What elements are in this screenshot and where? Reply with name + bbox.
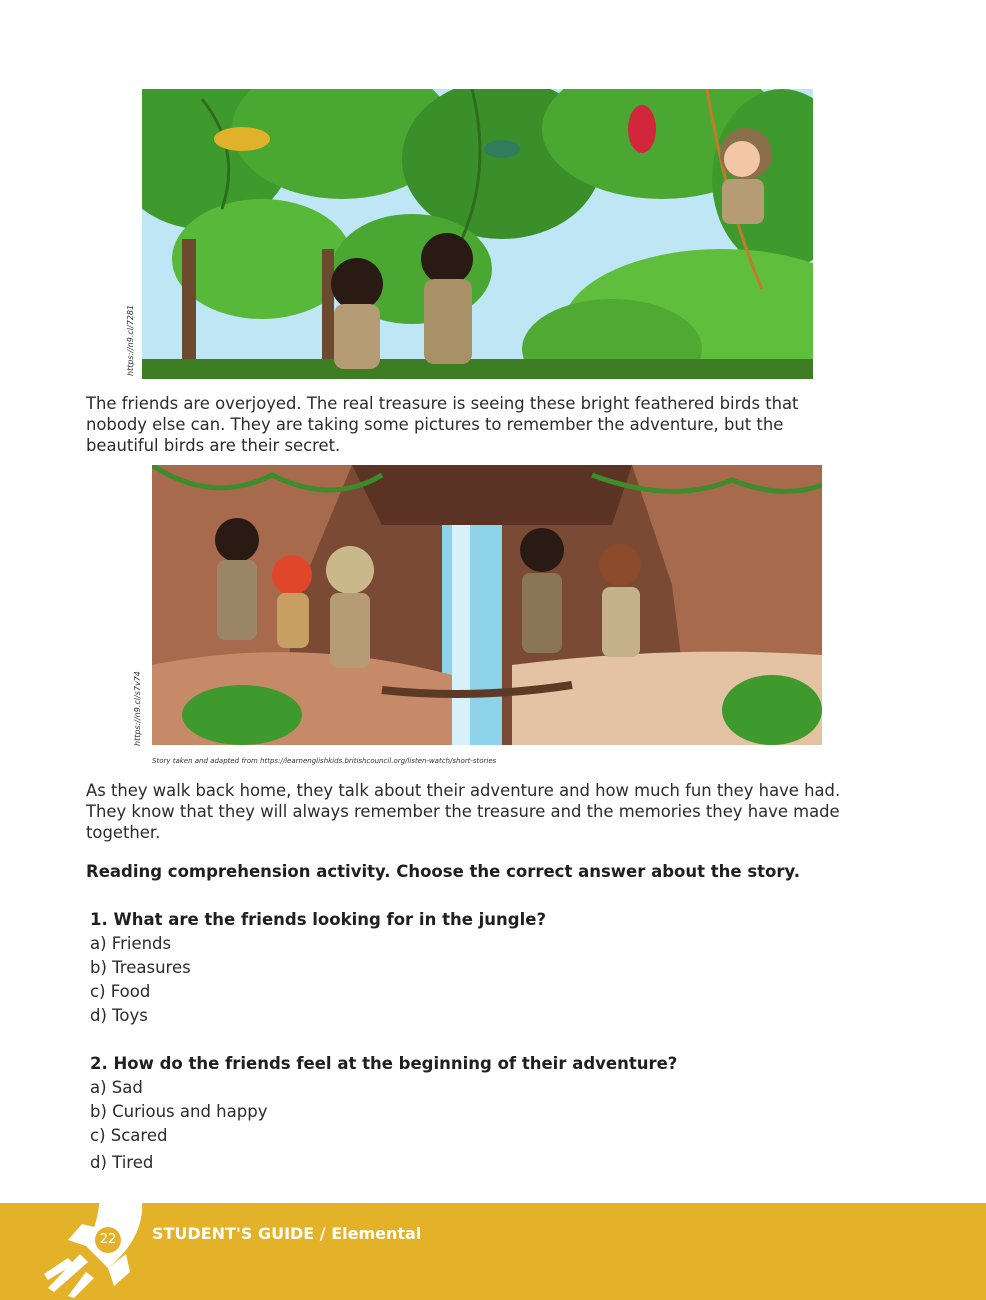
guide-level: Elemental (331, 1224, 422, 1243)
guide-separator: / (314, 1224, 332, 1243)
question-1 (90, 908, 546, 1028)
answer-option[interactable]: b) Treasures (90, 958, 191, 977)
question-title: 1. What are the friends looking for in the jungle? (90, 910, 547, 929)
guide-title: STUDENT'S GUIDE (152, 1224, 315, 1243)
page-number: 22 (95, 1227, 121, 1253)
guide-label (152, 1224, 421, 1243)
jungle-image-credit: https://n9.cl/7281 (126, 304, 135, 376)
story-paragraph-1: The friends are overjoyed. The real treasure is seeing these bright feathered birds that nobody else can. They are taking some pictures to remember the adventure, but the beautiful birds are their secret. (86, 394, 799, 455)
question-title: 2. How do the friends feel at the beginning of their adventure? (90, 1054, 678, 1073)
answer-option[interactable]: d) Toys (90, 1006, 148, 1025)
answer-option[interactable]: b) Curious and happy (90, 1102, 268, 1121)
answer-option[interactable]: a) Friends (90, 934, 172, 953)
activity-heading: Reading comprehension activity. Choose the correct answer about the story. (86, 862, 801, 881)
rocket-icon (38, 1188, 148, 1300)
answer-option[interactable]: a) Sad (90, 1078, 143, 1097)
answer-option[interactable]: c) Scared (90, 1126, 168, 1145)
cave-illustration (152, 465, 822, 745)
story-source-note: Story taken and adapted from https://learnenglishkids.britishcouncil.org/listen-watch/short-stories (152, 757, 497, 765)
jungle-illustration (142, 89, 813, 379)
story-paragraph-2: As they walk back home, they talk about their adventure and how much fun they have had. They know that they will always remember the treasure and the memories they have made together. (86, 781, 841, 842)
question-2 (90, 1052, 677, 1175)
answer-option[interactable]: c) Food (90, 982, 151, 1001)
answer-option[interactable]: d) Tired (90, 1153, 154, 1172)
cave-image-credit: https://n9.cl/s7v74 (133, 671, 142, 746)
